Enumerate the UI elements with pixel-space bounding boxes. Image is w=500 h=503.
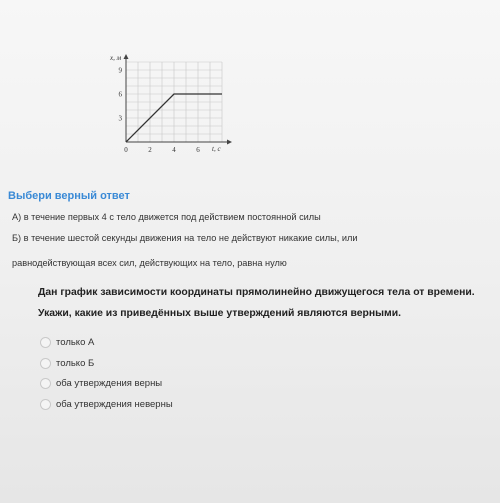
- option-both-false[interactable]: [40, 397, 173, 411]
- x-tick-label: 2: [148, 146, 152, 154]
- chart-grid: [126, 62, 222, 142]
- option-only-b[interactable]: [40, 356, 94, 370]
- chart-axes: [124, 54, 233, 145]
- statement-a: А) в течение первых 4 с тело движется под действием постоянной силы: [12, 212, 321, 222]
- option-label: оба утверждения неверны: [56, 398, 173, 410]
- x-tick-label: 6: [196, 146, 200, 154]
- y-axis-arrow: [124, 54, 129, 59]
- y-tick-label: 3: [118, 114, 122, 123]
- x-axis-arrow: [227, 140, 232, 145]
- x-axis-label: t, c: [212, 145, 221, 153]
- question-text-line2: Укажи, какие из приведённых выше утверждений являются верными.: [38, 308, 402, 319]
- y-tick-label: 6: [118, 90, 122, 99]
- option-label: оба утверждения верны: [56, 377, 163, 389]
- radio-button[interactable]: [40, 399, 51, 410]
- question-label: Выбери верный ответ: [8, 190, 130, 202]
- position-time-graph: [100, 50, 250, 162]
- option-label: только Б: [56, 357, 95, 369]
- radio-button[interactable]: [40, 337, 51, 348]
- y-tick-label: 9: [118, 66, 122, 75]
- option-label: только А: [56, 336, 95, 348]
- radio-button[interactable]: [40, 358, 51, 369]
- y-axis-label: x, м: [110, 54, 122, 62]
- x-tick-label: 4: [172, 146, 176, 154]
- question-text-line1: Дан график зависимости координаты прямолинейно движущегося тела от времени.: [38, 287, 475, 298]
- option-both-true[interactable]: [40, 376, 162, 390]
- radio-button[interactable]: [40, 378, 51, 389]
- option-only-a[interactable]: [40, 335, 94, 349]
- x-tick-label: 0: [124, 146, 128, 154]
- statement-b-line1: Б) в течение шестой секунды движения на тело не действуют никакие силы, или: [12, 233, 358, 243]
- statement-b-line2: равнодействующая всех сил, действующих на тело, равна нулю: [12, 258, 287, 268]
